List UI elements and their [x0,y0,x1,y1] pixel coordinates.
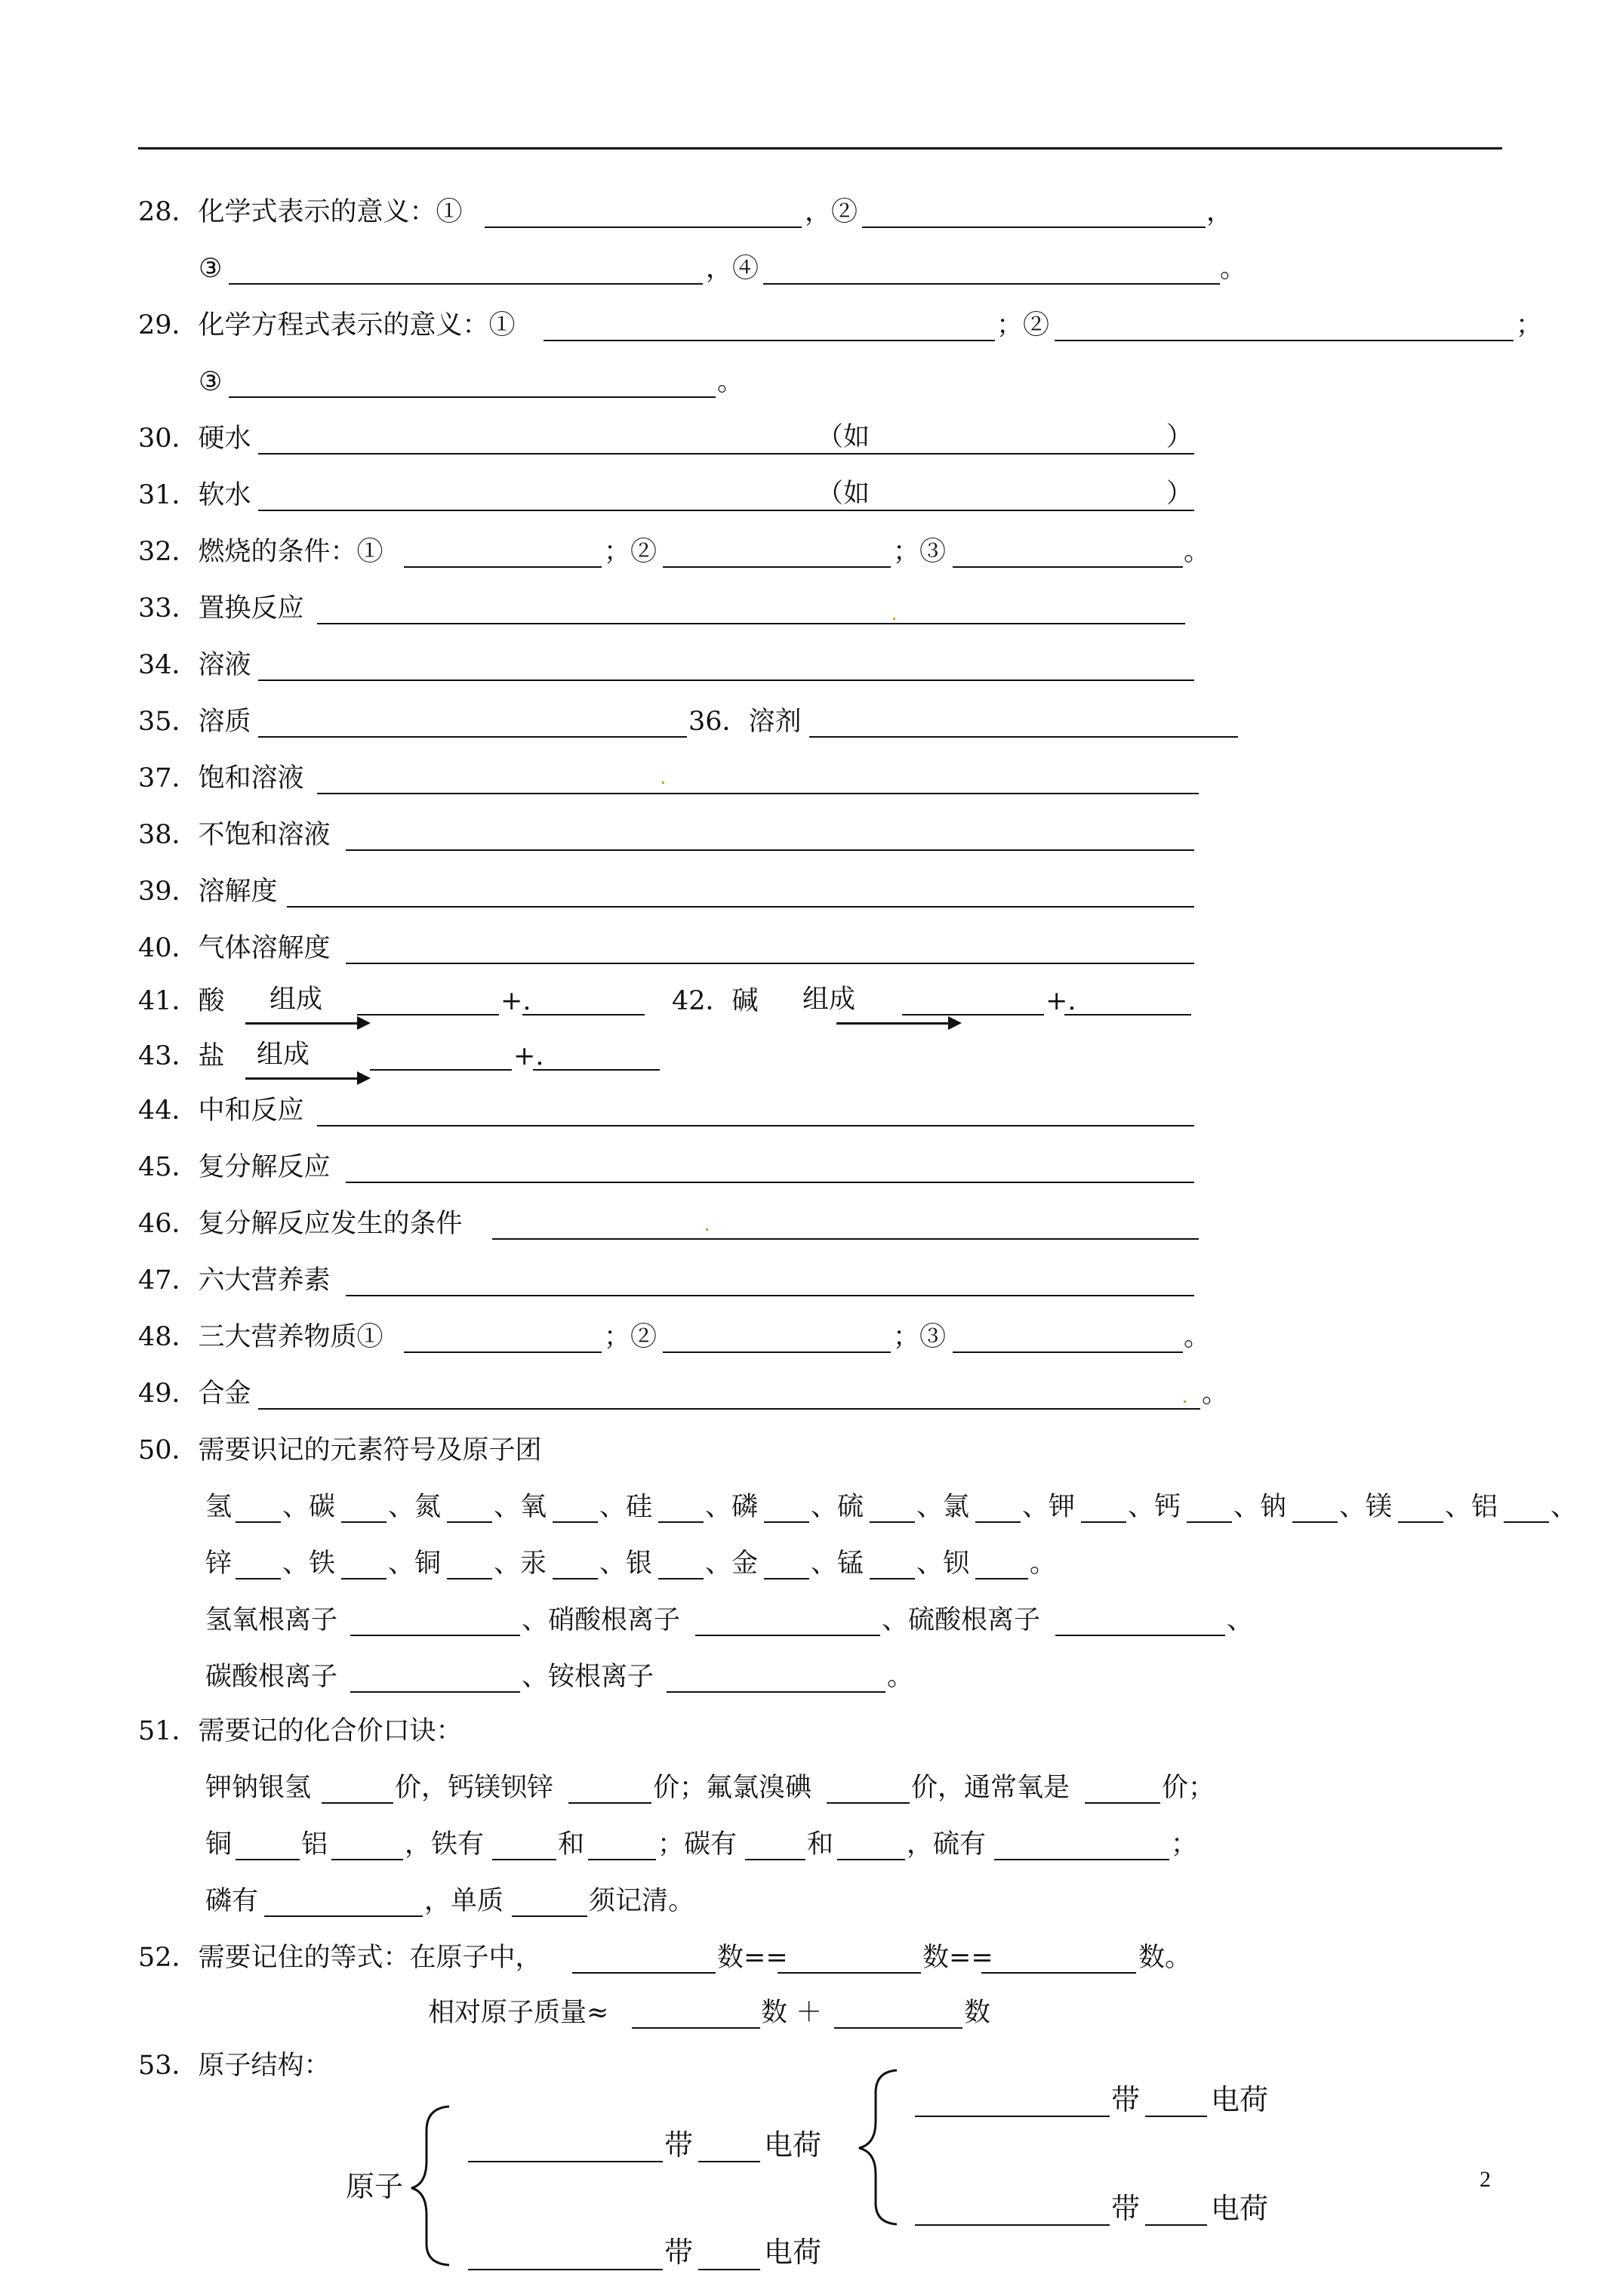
q52-last: 数 [964,1998,991,2028]
q29-sep-2: ；② [996,310,1050,341]
q53-dai-4: 带 [1111,2192,1141,2225]
q50-element-text-13: 、铝 [1445,1492,1498,1522]
q53-blank-neutron-charge[interactable] [1145,2224,1207,2226]
q50-element-text-6: 、磷 [705,1492,759,1522]
q51-valence-text-4: 价，通常氧是 [911,1773,1070,1803]
q50-element-text-7: 、硫 [811,1492,864,1522]
q53-blank-proton[interactable] [915,2116,1110,2117]
q50-element-b-text-3: 、铜 [388,1549,442,1579]
q34-label: 34．溶液 [138,650,251,680]
q32-sep-3: ；③ [893,537,947,567]
q50-ion-b-text-2: 、铵根离子 [522,1662,654,1692]
q32-sep-2: ；② [604,537,658,567]
q53-blank-nucleus-charge[interactable] [698,2161,760,2162]
q51-valence-b-text-2: 铝 [301,1829,328,1860]
q53-dai-2: 带 [664,2236,694,2269]
q39-label: 39．溶解度 [138,877,278,907]
q53-charge-2: 电荷 [764,2236,822,2269]
q42-compose: 组成 [802,985,856,1015]
q32-label: 32．燃烧的条件：① [138,537,383,567]
q53-charge-1: 电荷 [764,2128,822,2162]
q35-label: 35．溶质 [138,707,251,737]
q51-valence-text-5: 价； [1162,1773,1215,1803]
q51-valence-b-text-4: 和 [558,1829,585,1860]
q51-valence-text-2: 价，钙镁钡锌 [395,1773,554,1803]
q29-end: 。 [717,367,744,397]
q41-compose: 组成 [269,985,323,1015]
q29-sep-3: ③ [199,367,223,397]
q50-element-text-1: 氢 [205,1492,233,1522]
q32-end: 。 [1184,537,1211,567]
q50-element-text-4: 、氧 [494,1492,547,1522]
q53-atom: 原子 [346,2170,404,2203]
q50-element-text-14: 、 [1551,1492,1578,1522]
q53-charge-4: 电荷 [1211,2192,1269,2225]
q50-element-b-text-6: 、金 [705,1549,759,1579]
q40-label: 40．气体溶解度 [138,933,331,963]
q52-plus: 数 ＋ [761,1998,823,2028]
q50-element-text-8: 、氯 [916,1492,970,1522]
q50-element-text-3: 、氮 [388,1492,442,1522]
q28-sep-2: ，② [805,197,858,227]
q48-sep-3: ；③ [893,1322,947,1352]
q36-label: 36．溶剂 [688,707,802,737]
q51-valence-b-text-5: ；碳有 [658,1829,738,1860]
q53-blank-nucleus[interactable] [468,2161,663,2162]
q50-element-b-text-7: 、锰 [811,1549,864,1579]
q50-ion-b-text-1: 碳酸根离子 [205,1662,338,1692]
q51-valence-text-1: 钾钠银氢 [205,1773,312,1803]
q50-element-b-text-9: 。 [1030,1549,1057,1579]
q53-blank-neutron[interactable] [915,2224,1110,2226]
q51-valence-b-text-3: ，铁有 [405,1829,485,1860]
q30-paren-close: ） [1166,422,1193,452]
q31-label: 31．软水 [138,480,251,510]
q51-valence-b-text-6: 和 [807,1829,834,1860]
q50-element-text-2: 、碳 [282,1492,336,1522]
q48-label: 48．三大营养物质① [138,1322,383,1352]
q53-blank-electron-charge[interactable] [698,2269,760,2270]
q42-label: 42．碱 [672,986,759,1016]
atom-brace [411,2106,449,2265]
q30-paren-open: （如 [817,422,870,452]
q50-ion-text-2: 、硝酸根离子 [522,1605,681,1635]
q28-sep-2-end: ， [1206,197,1233,227]
q50-element-b-text-4: 、汞 [494,1549,547,1579]
q31-paren-open: （如 [817,479,870,509]
q50-element-text-10: 、钙 [1128,1492,1181,1522]
q52-relative-mass: 相对原子质量≈ [428,1998,609,2028]
q50-ion-b-text-3: 。 [887,1662,914,1692]
q50-element-b-text-2: 、铁 [282,1549,336,1579]
q52-n1: 数== [717,1943,788,1973]
q37-label: 37．饱和溶液 [138,763,304,794]
page-number: 2 [1480,2167,1491,2192]
q50-element-b-text-5: 、银 [599,1549,653,1579]
q53-charge-3: 电荷 [1211,2083,1269,2116]
q50-element-text-11: 、钠 [1233,1492,1287,1522]
q51-valence-c-text-1: 磷有 [205,1886,259,1916]
q52-n2: 数== [922,1943,993,1973]
q51-label: 51．需要记的化合价口诀： [138,1716,463,1746]
q46-label: 46．复分解反应发生的条件 [138,1209,463,1239]
q50-ion-text-4: 、 [1227,1605,1254,1635]
q29-label: 29．化学方程式表示的意义：① [138,310,516,341]
q50-ion-text-1: 氢氧根离子 [205,1605,338,1635]
q30-label: 30．硬水 [138,424,251,454]
q43-plus: +. [513,1041,544,1071]
q50-element-b-text-1: 锌 [205,1549,233,1579]
q51-valence-c-text-3: 须记清。 [589,1886,695,1916]
q51-valence-text-3: 价；氟氯溴碘 [653,1773,812,1803]
q28-label: 28．化学式表示的意义：① [138,197,463,227]
q51-valence-b-text-7: ，硫有 [907,1829,987,1860]
q48-sep-2: ；② [604,1322,658,1352]
q53-label: 53．原子结构： [138,2051,331,2081]
q28-end: 。 [1220,254,1247,284]
q33-label: 33．置换反应 [138,593,304,624]
q53-blank-electron[interactable] [468,2269,663,2270]
q49-end: 。 [1202,1379,1229,1409]
q45-label: 45．复分解反应 [138,1152,331,1182]
q53-dai-1: 带 [664,2128,694,2162]
q50-element-b-text-8: 、钡 [916,1549,970,1579]
q52-n3: 数。 [1138,1943,1192,1973]
q50-element-text-12: 、镁 [1339,1492,1393,1522]
q44-label: 44．中和反应 [138,1096,304,1126]
q29-sep-2-end: ； [1516,310,1543,341]
q53-dai-3: 带 [1111,2083,1141,2116]
q50-element-text-5: 、硅 [599,1492,653,1522]
q47-label: 47．六大营养素 [138,1265,331,1296]
q31-paren-close: ） [1166,479,1193,509]
q38-label: 38．不饱和溶液 [138,820,331,850]
q41-plus: +. [500,986,531,1016]
q50-ion-text-3: 、硫酸根离子 [882,1605,1041,1635]
nucleus-brace [859,2070,897,2224]
q42-plus: +. [1046,986,1076,1016]
q52-label: 52．需要记住的等式：在原子中， [138,1943,542,1973]
q50-element-text-9: 、钾 [1022,1492,1076,1522]
q50-label: 50．需要识记的元素符号及原子团 [138,1435,542,1465]
q41-label: 41．酸 [138,986,225,1016]
q51-valence-b-text-1: 铜 [205,1829,233,1860]
q53-blank-proton-charge[interactable] [1145,2116,1207,2117]
q43-label: 43．盐 [138,1041,225,1071]
q49-label: 49．合金 [138,1379,251,1409]
q28-sep-4: ，④ [706,254,759,284]
q51-valence-b-text-8: ； [1171,1829,1198,1860]
q51-valence-c-text-2: ，单质 [424,1886,504,1916]
q28-sep-3: ③ [199,254,223,284]
q48-end: 。 [1184,1322,1211,1352]
q43-compose: 组成 [257,1040,310,1070]
